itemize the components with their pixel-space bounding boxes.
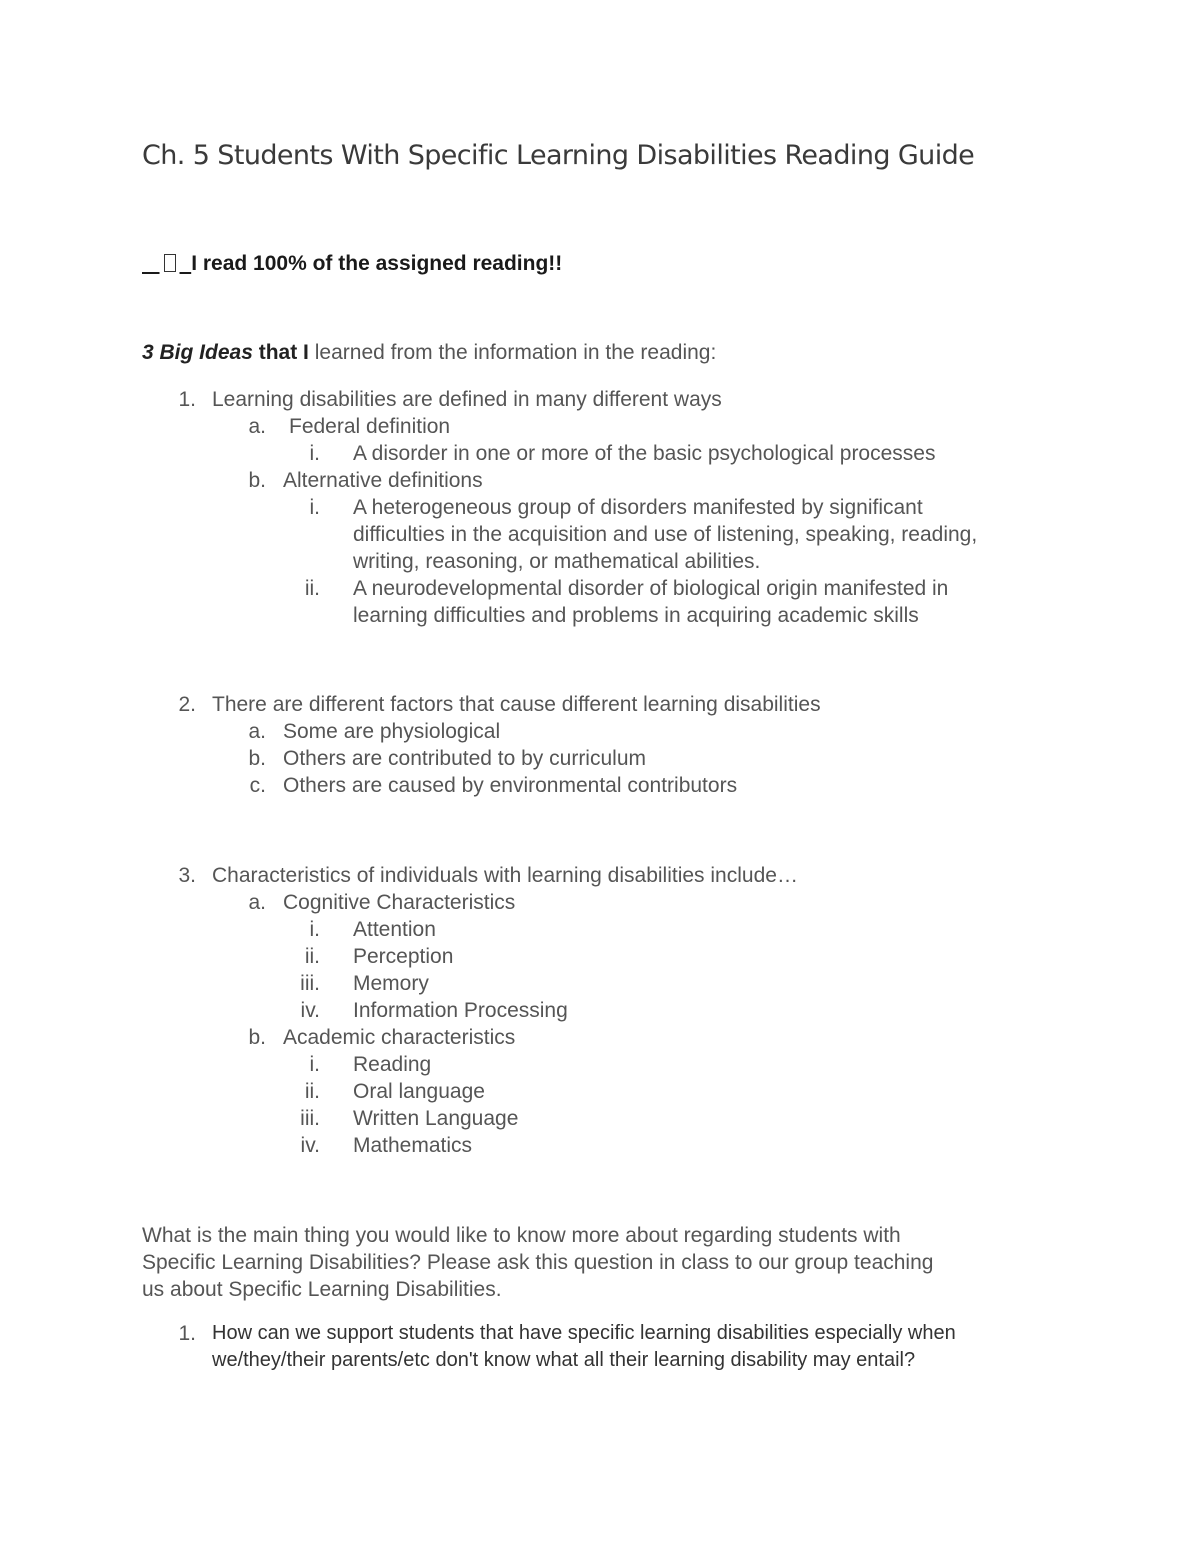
detail-point-marker: i. [309,1053,320,1076]
sub-point-marker: b. [248,469,266,492]
checkbox-blank-2 [180,252,192,275]
checkbox-blank [142,252,160,275]
detail-point-marker: iv. [300,1134,320,1157]
sub-point-text: Federal definition [289,415,451,438]
sub-point-marker: a. [248,415,266,438]
intro-bold: that I [258,341,309,364]
big-idea-marker: 1. [178,388,196,411]
detail-point-text: Mathematics [353,1134,473,1157]
sub-point-text: Some are physiological [283,720,501,743]
detail-point-marker: i. [309,918,320,941]
detail-point-text: difficulties in the acquisition and use of listening, speaking, reading, [353,523,978,546]
sub-point-text: Others are contributed to by curriculum [283,747,646,770]
detail-point-text: A heterogeneous group of disorders manifested by significant [353,496,923,519]
question-prompt-line: What is the main thing you would like to know more about regarding students with [142,1224,901,1247]
detail-point-marker: ii. [304,577,320,600]
document-title: Ch. 5 Students With Specific Learning Disabilities Reading Guide [142,140,975,171]
checkbox-icon[interactable] [164,254,176,272]
question-item-text: How can we support students that have specific learning disabilities especially when [212,1322,956,1344]
detail-point-text: Reading [353,1053,432,1076]
detail-point-text: A disorder in one or more of the basic psychological processes [353,442,936,465]
big-idea-text: Characteristics of individuals with learning disabilities include… [212,864,798,887]
sub-point-text: Others are caused by environmental contributors [283,774,738,797]
sub-point-marker: b. [248,747,266,770]
intro-rest: learned from the information in the reading: [314,341,717,364]
detail-point-marker: iii. [300,972,320,995]
detail-point-text: learning difficulties and problems in acquiring academic skills [353,604,919,627]
checkbox-statement: I read 100% of the assigned reading!! [191,252,563,275]
sub-point-marker: b. [248,1026,266,1049]
sub-point-text: Alternative definitions [283,469,483,492]
detail-point-text: A neurodevelopmental disorder of biological origin manifested in [353,577,949,600]
detail-point-marker: i. [309,442,320,465]
sub-point-text: Cognitive Characteristics [283,891,516,914]
big-idea-marker: 3. [178,864,196,887]
detail-point-marker: ii. [304,945,320,968]
detail-point-text: Attention [353,918,436,941]
question-prompt-line: us about Specific Learning Disabilities. [142,1278,502,1301]
intro-bold-italic: 3 Big Ideas [142,341,253,364]
reading-checkbox-line [142,252,562,276]
question-item-text: we/they/their parents/etc don't know what all their learning disability may entail? [212,1349,916,1371]
detail-point-marker: i. [309,496,320,519]
sub-point-marker: a. [248,891,266,914]
detail-point-marker: ii. [304,1080,320,1103]
detail-point-text: Perception [353,945,454,968]
question-prompt-line: Specific Learning Disabilities? Please ask this question in class to our group teaching [142,1251,934,1274]
detail-point-text: writing, reasoning, or mathematical abilities. [353,550,761,573]
sub-point-marker: a. [248,720,266,743]
detail-point-text: Oral language [353,1080,485,1103]
question-item-marker: 1. [178,1322,196,1345]
detail-point-text: Memory [353,972,429,995]
big-idea-text: There are different factors that cause different learning disabilities [212,693,821,716]
detail-point-text: Written Language [353,1107,519,1130]
big-ideas-intro [142,341,716,365]
sub-point-text: Academic characteristics [283,1026,516,1049]
detail-point-marker: iv. [300,999,320,1022]
big-idea-marker: 2. [178,693,196,716]
detail-point-text: Information Processing [353,999,568,1022]
big-idea-text: Learning disabilities are defined in many different ways [212,388,722,411]
sub-point-marker: c. [249,774,266,797]
detail-point-marker: iii. [300,1107,320,1130]
